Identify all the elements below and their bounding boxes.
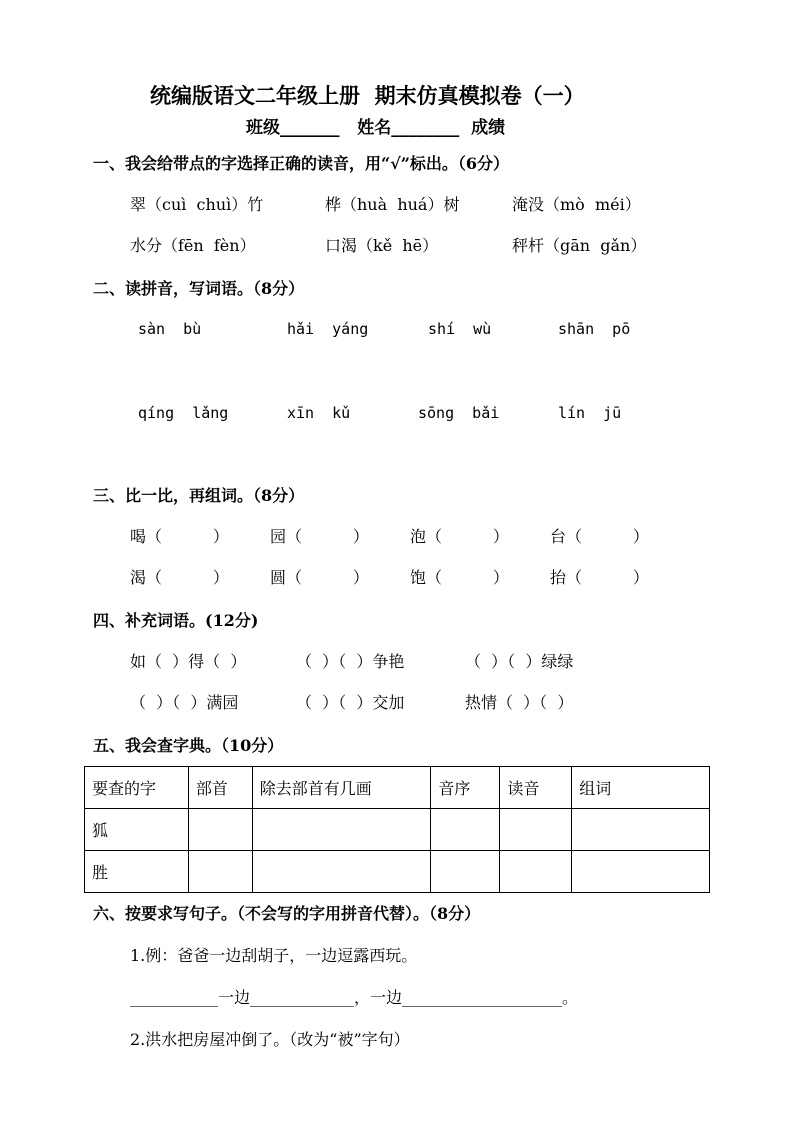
- compare-item: 渴（ ）: [130, 568, 229, 587]
- table-cell[interactable]: [431, 809, 500, 851]
- pinyin-item: shí wù: [428, 320, 492, 338]
- question-2: 2.洪水把房屋冲倒了。（改为“被”字句）: [130, 1030, 410, 1049]
- table-cell[interactable]: [572, 809, 710, 851]
- section-2-heading: 二、读拼音，写词语。（8分）: [93, 279, 305, 298]
- pinyin-item: xīn kǔ: [287, 404, 351, 422]
- compare-item: 台（ ）: [550, 527, 649, 546]
- student-info-line: 班级_______ 姓名________ 成绩: [246, 118, 506, 138]
- column-header: 部首: [188, 767, 252, 809]
- s1-item: 秤杆（gān gǎn）: [512, 236, 647, 255]
- table-cell[interactable]: [500, 809, 572, 851]
- section-5-heading: 五、我会查字典。（10分）: [93, 736, 284, 755]
- idiom-item: （ ）（ ）交加: [296, 693, 405, 712]
- table-cell[interactable]: [572, 851, 710, 893]
- pinyin-item: lín jū: [558, 404, 622, 422]
- compare-item: 园（ ）: [270, 527, 369, 546]
- pinyin-item: qíng lǎng: [138, 404, 229, 422]
- table-cell[interactable]: [500, 851, 572, 893]
- table-row: [85, 809, 710, 851]
- section-3-heading: 三、比一比，再组词。（8分）: [93, 486, 305, 505]
- column-header: 音序: [431, 767, 500, 809]
- pinyin-item: shān pō: [558, 320, 631, 338]
- column-header: 要查的字: [85, 767, 189, 809]
- compare-item: 饱（ ）: [410, 568, 509, 587]
- page-title: 统编版语文二年级上册 期末仿真模拟卷（一）: [150, 83, 585, 108]
- idiom-item: （ ）（ ）绿绿: [465, 652, 574, 671]
- section-1-heading: 一、我会给带点的字选择正确的读音，用“√”标出。（6分）: [93, 154, 510, 173]
- compare-item: 圆（ ）: [270, 568, 369, 587]
- table-cell: 胜: [85, 851, 189, 893]
- pinyin-item: sàn bù: [138, 320, 202, 338]
- idiom-item: 热情（ ）（ ）: [465, 693, 574, 712]
- question-1: 1.例：爸爸一边刮胡子，一边逗露西玩。: [130, 946, 418, 965]
- dictionary-table: [84, 766, 710, 893]
- pinyin-item: sōng bǎi: [418, 404, 500, 422]
- s1-item: 水分（fēn fèn）: [130, 236, 256, 255]
- section-6-heading: 六、按要求写句子。（不会写的字用拼音代替）。（8分）: [93, 904, 481, 923]
- column-header: 读音: [500, 767, 572, 809]
- idiom-item: （ ）（ ）满园: [130, 693, 239, 712]
- table-cell: 狐: [85, 809, 189, 851]
- table-cell[interactable]: [431, 851, 500, 893]
- table-cell[interactable]: [252, 809, 431, 851]
- table-cell[interactable]: [252, 851, 431, 893]
- idiom-item: 如（ ）得（ ）: [130, 652, 247, 671]
- section-4-heading: 四、补充词语。(12分): [93, 611, 259, 630]
- s1-item: 口渴（kě hē）: [325, 236, 439, 255]
- idiom-item: （ ）（ ）争艳: [296, 652, 405, 671]
- table-cell[interactable]: [188, 809, 252, 851]
- pinyin-item: hǎi yáng: [287, 320, 369, 338]
- column-header: 除去部首有几画: [252, 767, 431, 809]
- s1-item: 翠（cuì chuì）竹: [130, 195, 264, 214]
- s1-item: 桦（huà huá）树: [325, 195, 460, 214]
- table-row: [85, 851, 710, 893]
- s1-item: 淹没（mò méi）: [512, 195, 641, 214]
- compare-item: 抬（ ）: [550, 568, 649, 587]
- table-header-row: [85, 767, 710, 809]
- compare-item: 喝（ ）: [130, 527, 229, 546]
- compare-item: 泡（ ）: [410, 527, 509, 546]
- column-header: 组词: [572, 767, 710, 809]
- table-cell[interactable]: [188, 851, 252, 893]
- answer-blank-line: ___________一边_____________，一边____________________。: [130, 988, 579, 1007]
